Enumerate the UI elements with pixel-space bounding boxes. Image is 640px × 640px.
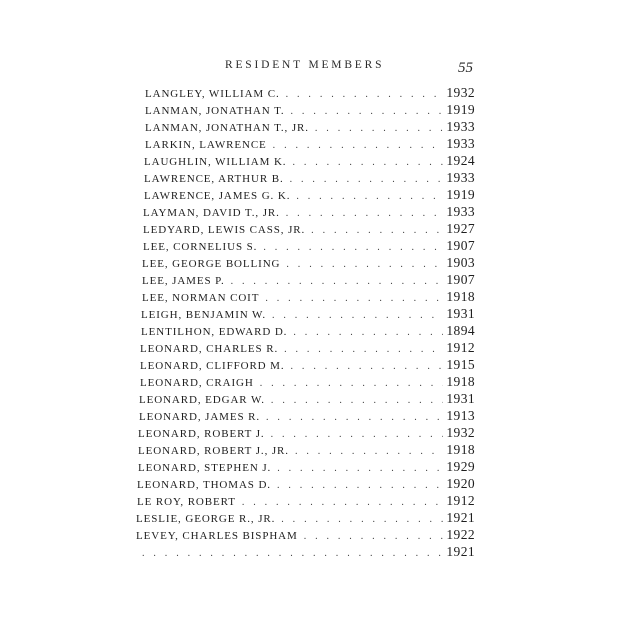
member-name: LAWRENCE, ARTHUR B. bbox=[144, 173, 284, 185]
member-year: 1907 bbox=[446, 272, 475, 287]
member-year: 1903 bbox=[446, 255, 475, 270]
member-name: LAWRENCE, JAMES G. K. bbox=[144, 190, 291, 202]
member-name: LEONARD, CLIFFORD M. bbox=[140, 360, 285, 372]
member-year: 1931 bbox=[446, 391, 475, 406]
list-item bbox=[140, 374, 475, 391]
member-year: 1918 bbox=[446, 289, 475, 304]
member-year: 1919 bbox=[446, 102, 475, 117]
member-name: LANMAN, JONATHAN T., JR. bbox=[145, 122, 309, 134]
dot-leader bbox=[291, 106, 444, 117]
member-name: LEONARD, ROBERT J., JR. bbox=[138, 445, 289, 457]
member-name: LANMAN, JONATHAN T. bbox=[145, 105, 285, 117]
member-year: 1927 bbox=[446, 221, 475, 236]
member-year: 1929 bbox=[446, 459, 475, 474]
dot-leader bbox=[273, 140, 444, 151]
list-item bbox=[144, 153, 475, 170]
member-year: 1933 bbox=[446, 204, 475, 219]
list-item bbox=[143, 221, 475, 238]
dot-leader bbox=[272, 310, 443, 321]
member-year: 1912 bbox=[446, 493, 475, 508]
dot-leader bbox=[281, 514, 443, 525]
member-year: 1933 bbox=[446, 136, 475, 151]
list-item bbox=[140, 357, 475, 374]
list-item bbox=[139, 408, 475, 425]
list-item bbox=[145, 119, 475, 136]
member-year: 1932 bbox=[446, 425, 475, 440]
member-name: LEIGH, BENJAMIN W. bbox=[141, 309, 266, 321]
list-item bbox=[141, 323, 475, 340]
list-item bbox=[145, 102, 475, 119]
dot-leader bbox=[277, 480, 443, 491]
dot-leader bbox=[295, 446, 443, 457]
member-name: LEONARD, CHARLES R. bbox=[140, 343, 279, 355]
member-name: LEE, CORNELIUS S. bbox=[143, 241, 258, 253]
list-item bbox=[145, 85, 475, 102]
member-name: LEE, NORMAN COIT bbox=[142, 292, 260, 304]
member-name: LESLIE, GEORGE R., JR. bbox=[136, 513, 276, 525]
member-year: 1931 bbox=[446, 306, 475, 321]
dot-leader bbox=[231, 276, 444, 287]
dot-leader bbox=[242, 497, 444, 508]
member-year: 1921 bbox=[446, 510, 475, 525]
list-item bbox=[137, 493, 475, 510]
list-item bbox=[140, 340, 475, 357]
dot-leader bbox=[296, 191, 443, 202]
dot-leader bbox=[286, 259, 443, 270]
dot-leader bbox=[311, 225, 443, 236]
list-item bbox=[141, 306, 475, 323]
dot-leader bbox=[271, 429, 444, 440]
member-name: LEE, GEORGE BOLLING bbox=[142, 258, 281, 270]
member-year: 1918 bbox=[446, 374, 475, 389]
member-name: LEDYARD, LEWIS CASS, JR. bbox=[143, 224, 306, 236]
member-year: 1907 bbox=[446, 238, 475, 253]
member-year: 1924 bbox=[446, 153, 475, 168]
member-name: LE ROY, ROBERT bbox=[137, 496, 236, 508]
list-item bbox=[137, 476, 475, 493]
member-year: 1921 bbox=[446, 544, 475, 559]
list-item bbox=[136, 510, 475, 527]
member-year: 1912 bbox=[446, 340, 475, 355]
dot-leader bbox=[315, 123, 443, 134]
dot-leader bbox=[263, 242, 443, 253]
member-year: 1913 bbox=[446, 408, 475, 423]
member-year: 1915 bbox=[446, 357, 475, 372]
list-item bbox=[142, 289, 475, 306]
dot-leader bbox=[290, 174, 444, 185]
member-name: LAYMAN, DAVID T., JR. bbox=[143, 207, 280, 219]
list-item bbox=[138, 442, 475, 459]
dot-leader bbox=[266, 412, 443, 423]
member-name: LAUGHLIN, WILLIAM K. bbox=[144, 156, 287, 168]
member-year: 1918 bbox=[446, 442, 475, 457]
member-year: 1919 bbox=[446, 187, 475, 202]
member-year: 1920 bbox=[446, 476, 475, 491]
dot-leader bbox=[284, 344, 443, 355]
dot-leader bbox=[277, 463, 443, 474]
dot-leader bbox=[142, 548, 443, 559]
member-name: LEVEY, CHARLES BISPHAM bbox=[136, 530, 298, 542]
dot-leader bbox=[304, 531, 444, 542]
dot-leader bbox=[271, 395, 443, 406]
dot-leader bbox=[292, 157, 443, 168]
member-name: LENTILHON, EDWARD D. bbox=[141, 326, 288, 338]
member-year: 1922 bbox=[446, 527, 475, 542]
member-year: 1933 bbox=[446, 119, 475, 134]
list-item bbox=[144, 187, 475, 204]
member-name: LEONARD, THOMAS D. bbox=[137, 479, 271, 491]
member-name: LEONARD, STEPHEN J. bbox=[138, 462, 272, 474]
list-item bbox=[142, 255, 475, 272]
member-name: LEONARD, CRAIGH bbox=[140, 377, 254, 389]
dot-leader bbox=[286, 208, 444, 219]
page-number: 55 bbox=[458, 60, 473, 76]
dot-leader bbox=[260, 378, 444, 389]
list-item bbox=[144, 170, 475, 187]
list-item bbox=[139, 391, 475, 408]
member-name: LEONARD, ROBERT J. bbox=[138, 428, 265, 440]
member-year: 1933 bbox=[446, 170, 475, 185]
member-year: 1932 bbox=[446, 85, 475, 100]
list-item bbox=[143, 204, 475, 221]
member-name: LEONARD, EDGAR W. bbox=[139, 394, 265, 406]
list-item bbox=[145, 136, 475, 153]
member-name: LEE, JAMES P. bbox=[142, 275, 225, 287]
member-name: LARKIN, LAWRENCE bbox=[145, 139, 267, 151]
member-name: LANGLEY, WILLIAM C. bbox=[145, 88, 280, 100]
list-item bbox=[138, 425, 475, 442]
member-name: LEONARD, JAMES R. bbox=[139, 411, 261, 423]
dot-leader bbox=[265, 293, 443, 304]
dot-leader bbox=[286, 89, 444, 100]
list-item bbox=[138, 459, 475, 476]
list-item bbox=[136, 544, 475, 561]
list-item bbox=[142, 272, 475, 289]
dot-leader bbox=[293, 327, 443, 338]
list-item bbox=[136, 527, 475, 544]
running-head: RESIDENT MEMBERS bbox=[225, 59, 385, 71]
list-item bbox=[143, 238, 475, 255]
member-year: 1894 bbox=[446, 323, 475, 338]
dot-leader bbox=[291, 361, 444, 372]
